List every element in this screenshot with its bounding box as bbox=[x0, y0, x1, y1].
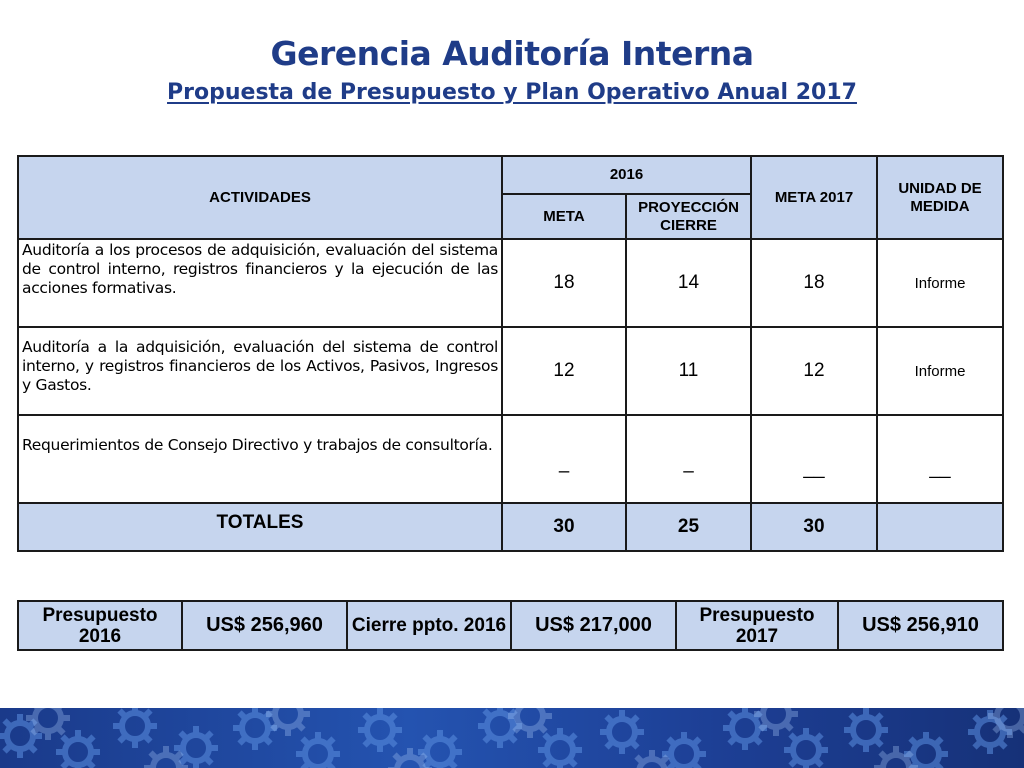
proyeccion-cell: – bbox=[626, 415, 751, 503]
proyeccion-cell: 11 bbox=[626, 327, 751, 415]
gear-pattern-footer bbox=[0, 708, 1024, 768]
meta-cell: 12 bbox=[502, 327, 626, 415]
gear-pattern-icon bbox=[0, 708, 1024, 768]
activity-cell: Auditoría a la adquisición, evaluación del sistema de control interno, y registros financieros de los Activos, Pasivos, Ingresos y Gastos. bbox=[18, 327, 502, 415]
total-unidad bbox=[877, 503, 1003, 551]
page-title: Gerencia Auditoría Interna bbox=[270, 34, 754, 73]
meta-2017-cell: __ bbox=[751, 415, 877, 503]
activities-table bbox=[17, 155, 1004, 552]
table-row bbox=[18, 327, 1003, 415]
total-meta-2017: 30 bbox=[751, 503, 877, 551]
totals-row bbox=[18, 503, 1003, 551]
unidad-cell: Informe bbox=[877, 327, 1003, 415]
budget-2016-label: Presupuesto 2016 bbox=[18, 601, 182, 650]
header-meta: META bbox=[502, 194, 626, 239]
total-proyeccion: 25 bbox=[626, 503, 751, 551]
budget-2017-label: Presupuesto 2017 bbox=[676, 601, 838, 650]
budget-2016-value: US$ 256,960 bbox=[182, 601, 347, 650]
header-actividades: ACTIVIDADES bbox=[18, 156, 502, 239]
meta-2017-cell: 12 bbox=[751, 327, 877, 415]
closing-budget-2016-label: Cierre ppto. 2016 bbox=[347, 601, 511, 650]
closing-budget-2016-value: US$ 217,000 bbox=[511, 601, 676, 650]
activity-cell: Auditoría a los procesos de adquisición, evaluación del sistema de control interno, registros financieros y la ejecución de las acciones formativas. bbox=[18, 239, 502, 327]
total-meta: 30 bbox=[502, 503, 626, 551]
header-proyeccion-cierre: PROYECCIÓN CIERRE bbox=[626, 194, 751, 239]
unidad-cell: Informe bbox=[877, 239, 1003, 327]
table-row bbox=[18, 239, 1003, 327]
page-subtitle: Propuesta de Presupuesto y Plan Operativo Anual 2017 bbox=[167, 80, 857, 105]
meta-cell: – bbox=[502, 415, 626, 503]
unidad-cell: __ bbox=[877, 415, 1003, 503]
budget-2017-value: US$ 256,910 bbox=[838, 601, 1003, 650]
header-meta-2017: META 2017 bbox=[751, 156, 877, 239]
totals-label: TOTALES bbox=[18, 503, 502, 551]
activity-cell: Requerimientos de Consejo Directivo y trabajos de consultoría. bbox=[18, 415, 502, 503]
proyeccion-cell: 14 bbox=[626, 239, 751, 327]
budget-summary-table bbox=[17, 600, 1004, 651]
meta-2017-cell: 18 bbox=[751, 239, 877, 327]
table-row bbox=[18, 415, 1003, 503]
meta-cell: 18 bbox=[502, 239, 626, 327]
header-unidad-medida: UNIDAD DE MEDIDA bbox=[877, 156, 1003, 239]
header-year-2016: 2016 bbox=[502, 156, 751, 194]
